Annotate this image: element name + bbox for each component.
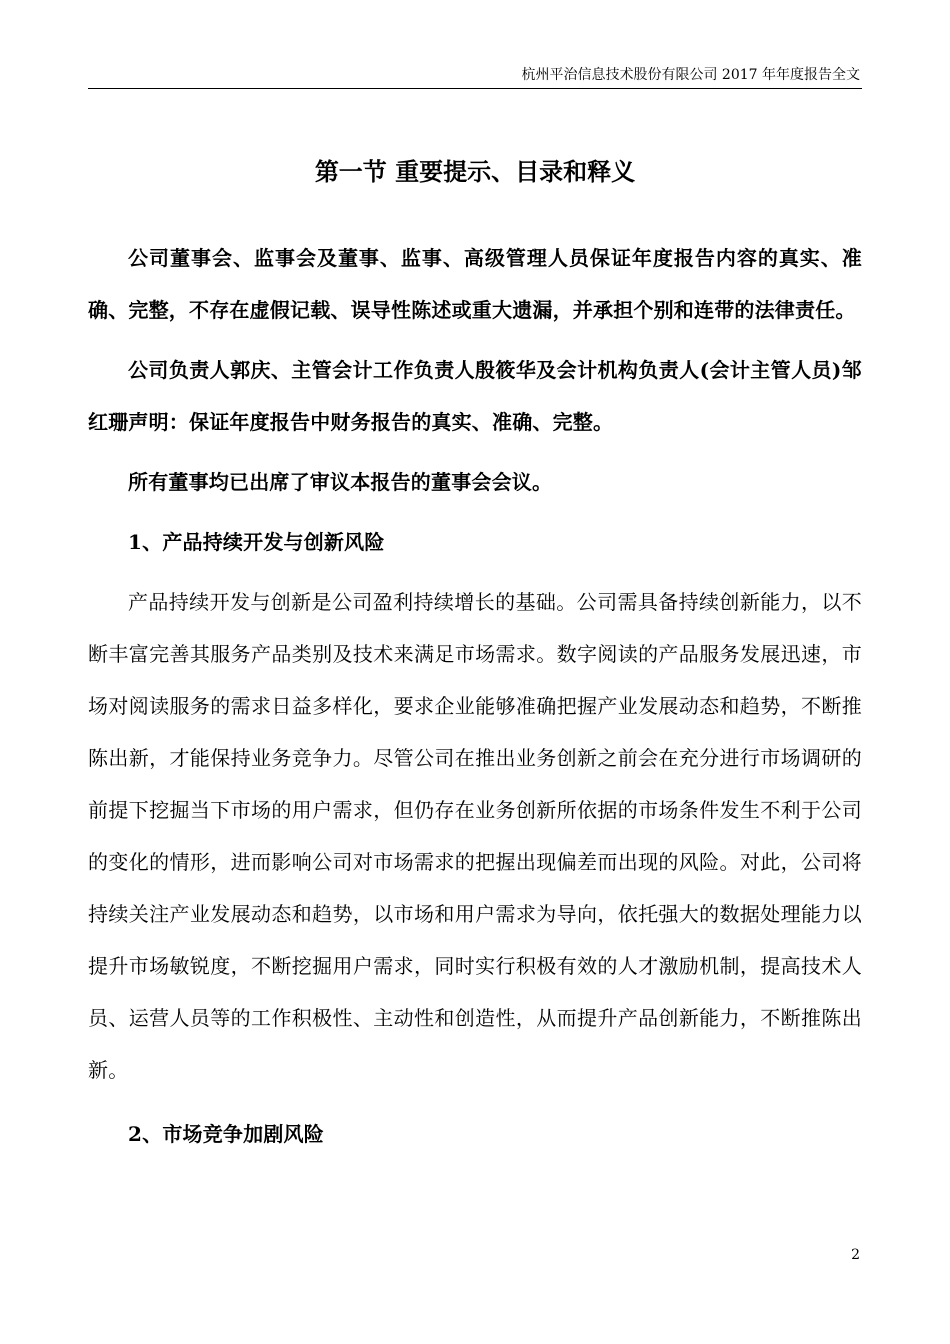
responsible-persons-statement: 公司负责人郭庆、主管会计工作负责人殷筱华及会计机构负责人(会计主管人员)邹红珊声明：保证年度报告中财务报告的真实、准确、完整。 <box>88 358 862 434</box>
risk-heading-2: 2、市场竞争加剧风险 <box>128 1122 324 1146</box>
running-header: 杭州平治信息技术股份有限公司 2017 年年度报告全文 <box>521 67 860 83</box>
board-attendance-statement: 所有董事均已出席了审议本报告的董事会会议。 <box>128 470 553 494</box>
risk-paragraph-1: 产品持续开发与创新是公司盈利持续增长的基础。公司需具备持续创新能力，以不断丰富完善其服务产品类别及技术来满足市场需求。数字阅读的产品服务发展迅速，市场对阅读服务的需求日益多样化，要求企业能够准确把握产业发展动态和趋势，不断推陈出新，才能保持业务竞争力。尽管公司在推出业务创新之前会在充分进行市场调研的前提下挖掘当下市场的用户需求，但仍存在业务创新所依据的市场条件发生不利于公司的变化的情形，进而影响公司对市场需求的把握出现偏差而出现的风险。对此，公司将持续关注产业发展动态和趋势，以市场和用户需求为导向，依托强大的数据处理能力以提升市场敏锐度，不断挖掘用户需求，同时实行积极有效的人才激励机制，提高技术人员、运营人员等的工作积极性、主动性和创造性，从而提升产品创新能力，不断推陈出新。 <box>88 590 862 1082</box>
risk-heading-1: 1、产品持续开发与创新风险 <box>128 530 385 554</box>
header-divider <box>88 88 862 89</box>
section-title: 第一节 重要提示、目录和释义 <box>314 157 636 186</box>
document-body <box>88 232 862 1160</box>
board-guarantee-paragraph: 公司董事会、监事会及董事、监事、高级管理人员保证年度报告内容的真实、准确、完整，不存在虚假记载、误导性陈述或重大遗漏，并承担个别和连带的法律责任。 <box>88 246 862 322</box>
page-number: 2 <box>851 1247 860 1263</box>
